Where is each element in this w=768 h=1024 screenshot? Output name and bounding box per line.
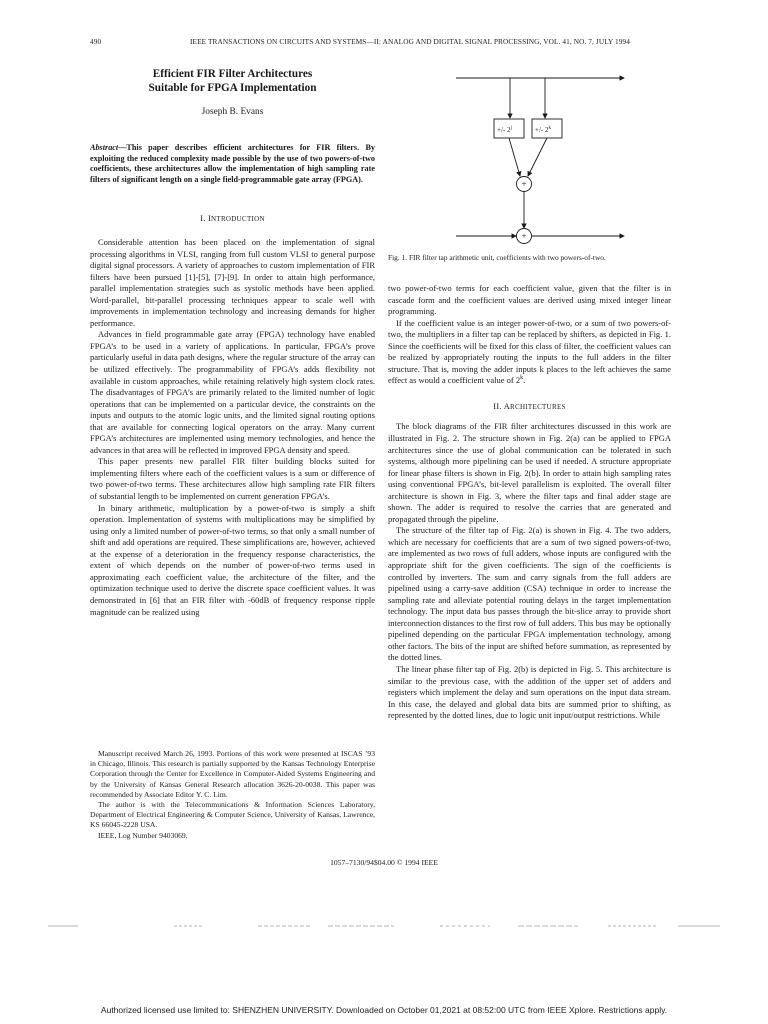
section-title-initial: I	[207, 214, 212, 223]
figure-1-caption: Fig. 1. FIR filter tap arithmetic unit, coefficients with two powers-of-two.	[388, 253, 606, 262]
figure-1-diagram	[452, 62, 628, 252]
page-number: 490	[90, 37, 102, 46]
paper-title	[90, 67, 375, 95]
abstract-text: —This paper describes efficient architectures for FIR filters. By exploiting the reduced complexity made possible by the use of two powers-of-two coefficients, these architectures allow the implementation of high sampling rate filters of significant length on a single field-programmable gate array (FPGA).	[90, 143, 375, 184]
shifter-label-a: +/- 2$^j$	[497, 126, 512, 134]
right-paragraph-2-text: If the coefficient value is an integer power-of-two, or a sum of two powers-of-two, the multipliers in a filter tap can be replaced by shifters, as depicted in Fig. 1. Since the coefficients will be fixed for this class of filter, the coefficient values can be realized by appropriately routing the inputs to the full adders in the filter structure. That is, moving the adder inputs k places to the left achieves the same effect as would a coefficient value of 2	[388, 317, 671, 386]
accumulator-adder-symbol: +	[521, 231, 527, 241]
author-name: Joseph B. Evans	[201, 107, 264, 117]
title-line-2: Suitable for FPGA Implementation	[148, 82, 317, 94]
section-number: II.	[493, 401, 502, 411]
section-title-rest: RCHITECTURES	[510, 402, 566, 411]
section-title-rest: NTRODUCTION	[211, 215, 265, 223]
arch-paragraph-3: The linear phase filter tap of Fig. 2(b) is depicted in Fig. 5. This architecture is similar to the previous case, with the addition of the upper set of adders and registers which implement the delay and sum operations on the input data stream. In this case, the delayed and global data bits are summed prior to shifting, as represented by the dotted lines, due to logic unit input/output restrictions. While	[388, 663, 671, 721]
tap-adder-symbol: +	[521, 179, 527, 189]
footnote	[90, 749, 375, 841]
abstract-label: Abstract	[90, 143, 119, 152]
intro-paragraph-2: Advances in field programmable gate array (FPGA) technology have enabled FPGA’s to be used in a variety of applications. In particular, FPGA’s prove particularly useful in data path designs, where the regular structure of the array can be utilized effectively. The programmability of FPGA’s adds flexibility not available in custom approaches, while retaining relatively high system clock rates. The disadvantages of FPGA’s are primarily related to the limited number of logic operations that can be implemented on a particular device, the constraints on the inputs and outputs to the atomic logic units, and the limited signal routing options that are available for connecting logical operators on the array. Many current FPGA’s architectures are implemented using memory technologies, and hence the advances in that area will be reflected in improved FPGA density and speed.	[90, 329, 375, 455]
shifter-a-to-adder	[509, 138, 520, 176]
right-paragraph-1: two power-of-two terms for each coefficient value, given that the filter is in cascade form and the coefficient values are derived using mixed integer linear programming.	[388, 283, 671, 317]
intro-paragraph-3: This paper presents new parallel FIR filter building blocks suited for implementing filters where each of the coefficient values is a sum or difference of two power-of-two terms. These architectures allow high sampling rate FIR filters of substantial length to be implemented on current generation FPGA’s.	[90, 456, 375, 502]
intro-paragraph-1: Considerable attention has been placed on the implementation of signal processing algorithms in VLSI, ranging from full custom VLSI to general purpose digital signal processors. A variety of approaches to custom implementation of FIR filters have been pursued [1]-[5], [7]-[9]. In order to attain high performance, parallel implementation strategies such as systolic methods have been applied. Word-parallel, bit-parallel processing techniques appear to scale well with improvements in implementation technology and increasing demands for higher performance.	[90, 237, 375, 328]
copyright-line: 1057–7130/94$04.00 © 1994 IEEE	[330, 858, 438, 867]
license-notice: Authorized licensed use limited to: SHENZHEN UNIVERSITY. Downloaded on October 01,2021 at 08:52:00 UTC from IEEE Xplore. Restrictions apply.	[100, 1005, 668, 1015]
shifter-label-b: +/- 2$^k$	[535, 126, 551, 134]
section-heading-introduction	[90, 214, 375, 223]
shifter-b-to-adder	[528, 138, 547, 176]
arch-paragraph-2: The structure of the filter tap of Fig. 2(a) is shown in Fig. 4. The two adders, which are necessary for coefficients that are a sum of two signed powers-of-two, are implemented as two rows of full adders, whose inputs are configured with the appropriate shift for the given coefficients. The sign of the coefficients is controlled by inverters. The sum and carry signals from the full adders are pipelined using a carry-save addition (CSA) technique in order to increase the sampling rate and alleviate potential routing delays in the target implementation technology. The input data bus passes through the bit-slice array to provide short interconnection distances to the first row of full adders. This bus may be optionally pipelined depending on the particular FPGA implementation technology, among other factors. The bits of the input are shifted before summation, as represented by the dotted lines.	[388, 525, 671, 663]
right-paragraph-2	[388, 318, 671, 387]
left-column-body	[90, 237, 375, 618]
footnote-manuscript: Manuscript received March 26, 1993. Portions of this work were presented at ISCAS ’93 in Chicago, Illinois. This research is partially supported by the Kansas Technology Enterprise Corporation through the Center for Excellence in Computer-Aided Systems Engineering and by the University of Kansas General Research allocation 3626-20-0038. This paper was recommended by Associate Editor Y. C. Lim.	[90, 749, 375, 799]
section-title-initial: A	[503, 401, 510, 411]
journal-title: IEEE TRANSACTIONS ON CIRCUITS AND SYSTEMS—II: ANALOG AND DIGITAL SIGNAL PROCESSING, VOL. 41, NO. 7, JULY 1994	[190, 37, 631, 46]
title-line-1: Efficient FIR Filter Architectures	[152, 68, 313, 80]
footnote-log-number: IEEE, Log Number 9403069.	[98, 830, 188, 840]
intro-paragraph-4: In binary arithmetic, multiplication by a power-of-two is simply a shift operation. Implementation of systems with multiplications may be simplified by using only a limited number of power-of-two terms, so that only a small number of shift and add operations are required. These simplifications are, however, achieved at the expense of a deterioration in the frequency response characteristics, the extent of which depends on the number of power-of-two terms used in approximating each coefficient value, the architecture of the filter, and the optimization technique used to derive the discrete space coefficient values. It was demonstrated in [6] that an FIR filter with -60dB of frequency response ripple magnitude can be realized using	[90, 502, 375, 617]
right-column-body	[388, 283, 671, 722]
footnote-affiliation: The author is with the Telecommunications & Information Sciences Laboratory, Department of Electrical Engineering & Computer Science, University of Kansas, Lawrence, KS 66045-2228 USA.	[90, 800, 375, 830]
section-number: I.	[200, 214, 206, 223]
arch-paragraph-1: The block diagrams of the FIR filter architectures discussed in this work are illustrated in Fig. 2. The structure shown in Fig. 2(a) can be applied to FPGA architectures since the use of global communication can be tolerated in such systems, although more pipelining can be used if needed. A structure appropriate for linear phase filters is shown in Fig. 2(b). In order to attain high sampling rates using conventional FPGA’s, bit-level parallelism is exploited. The overall filter architecture is shown in Fig. 3, where the filter taps and final adder stage are shown. The adder is required to resolve the carries that are generated and propagated through the pipeline.	[388, 421, 671, 524]
section-heading-architectures	[388, 401, 671, 414]
bottom-rule-decoration	[48, 922, 720, 930]
right-paragraph-2-period: .	[523, 375, 526, 386]
power-k: k	[520, 375, 524, 382]
abstract	[90, 143, 375, 185]
